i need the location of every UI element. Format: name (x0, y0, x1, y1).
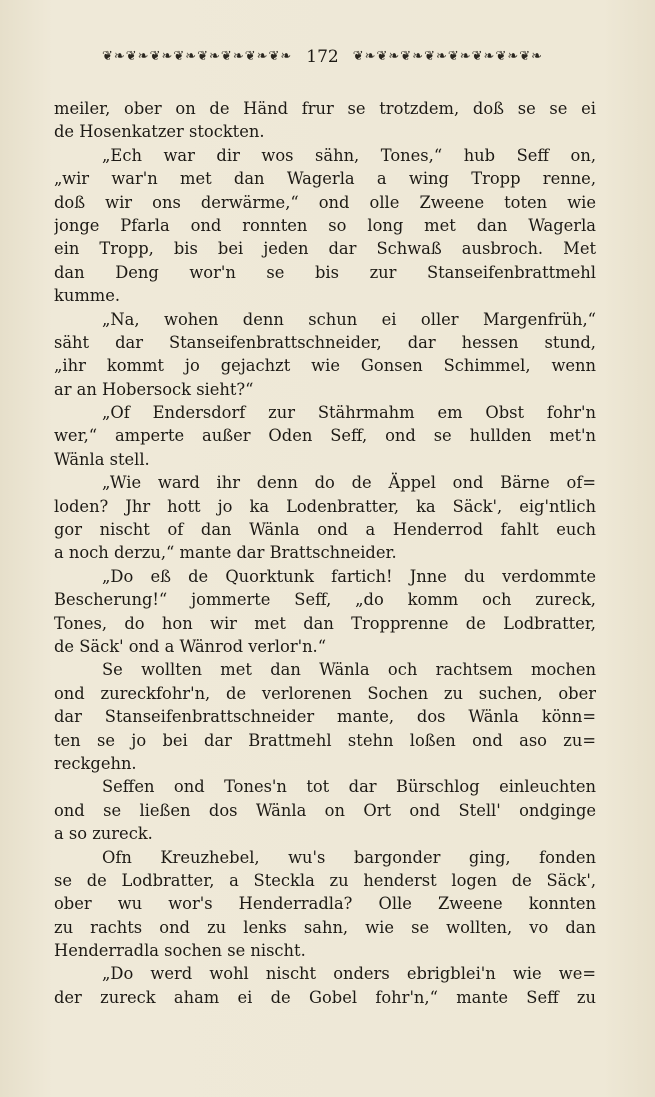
text-line: Tones, do hon wir met dan Tropprenne de Lodbratter, (54, 613, 596, 633)
text-line: gor nischt of dan Wänla ond a Henderrod fahlt euch (54, 520, 596, 540)
text-line: säht dar Stanseifenbrattschneider, dar hessen stund, (54, 332, 596, 352)
running-header (52, 44, 593, 70)
text-line: doß wir ons derwärme,“ ond olle Zweene toten wie (54, 192, 596, 212)
text-line: ar an Hobersock sieht?“ (54, 379, 254, 399)
text-line: Ofn Kreuzhebel, wu's bargonder ging, fonden (102, 847, 596, 867)
text-line: ten se jo bei dar Brattmehl stehn loßen ond aso zu= (54, 730, 596, 750)
text-line: Henderradla sochen se nischt. (54, 941, 306, 961)
text-line: „wir war'n met dan Wagerla a wing Tropp renne, (54, 169, 596, 189)
text-line: loden? Jhr hott jo ka Lodenbratter, ka Säck', eig'ntlich (54, 496, 596, 516)
text-line: Seffen ond Tones'n tot dar Bürschlog einleuchten (102, 777, 596, 797)
text-line: jonge Pfarla ond ronnten so long met dan Wagerla (54, 215, 596, 235)
page-number: 172 (306, 47, 339, 67)
body-text (54, 97, 596, 1009)
text-line: „Wie ward ihr denn do de Äppel ond Bärne of= (102, 473, 596, 493)
header-ornament-right: ❦❧❦❧❦❧❦❧❦❧❦❧❦❧❦❧ (352, 50, 544, 64)
header-ornament-left: ❦❧❦❧❦❧❦❧❦❧❦❧❦❧❦❧ (102, 50, 293, 64)
text-line: a noch derzu,“ mante dar Brattschneider. (54, 543, 397, 563)
text-line: „Na, wohen denn schun ei oller Margenfrüh,“ (102, 309, 596, 329)
text-line: Se wollten met dan Wänla och rachtsem mochen (102, 660, 596, 680)
text-line: „ihr kommt jo gejachzt wie Gonsen Schimmel, wenn (54, 356, 596, 376)
text-line: ond se ließen dos Wänla on Ort ond Stell' ondginge (54, 800, 596, 820)
text-line: der zureck aham ei de Gobel fohr'n,“ mante Seff zu (54, 987, 596, 1007)
text-line: reckgehn. (54, 753, 137, 773)
text-line: de Säck' ond a Wänrod verlor'n.“ (54, 636, 327, 656)
text-line: ober wu wor's Henderradla? Olle Zweene konnten (54, 894, 596, 914)
text-line: „Of Endersdorf zur Stährmahm em Obst fohr'n (102, 403, 596, 423)
text-line: dan Deng wor'n se bis zur Stanseifenbrattmehl (54, 262, 596, 282)
text-line: meiler, ober on de Händ frur se trotzdem, doß se se ei (54, 99, 596, 118)
text-line: „Do eß de Quorktunk fartich! Jnne du verdommte (102, 566, 596, 586)
text-line: a so zureck. (54, 824, 153, 844)
text-line: zu rachts ond zu lenks sahn, wie se wollten, vo dan (54, 917, 596, 937)
text-line: Wänla stell. (54, 449, 150, 469)
text-line: kumme. (54, 286, 121, 306)
text-line: ond zureckfohr'n, de verlorenen Sochen zu suchen, ober (54, 683, 596, 703)
text-line: de Hosenkatzer stockten. (54, 122, 265, 142)
text-line: dar Stanseifenbrattschneider mante, dos Wänla könn= (54, 707, 596, 727)
text-line: „Do werd wohl nischt onders ebrigblei'n wie we= (102, 964, 596, 984)
text-line: ein Tropp, bis bei jeden dar Schwaß ausbroch. Met (54, 239, 596, 259)
text-line: Bescherung!“ jommerte Seff, „do komm och zureck, (54, 590, 596, 610)
text-line: se de Lodbratter, a Steckla zu henderst logen de Säck', (54, 870, 596, 890)
text-line: wer,“ amperte außer Oden Seff, ond se hullden met'n (54, 426, 596, 446)
text-line: „Ech war dir wos sähn, Tones,“ hub Seff on, (102, 145, 596, 165)
